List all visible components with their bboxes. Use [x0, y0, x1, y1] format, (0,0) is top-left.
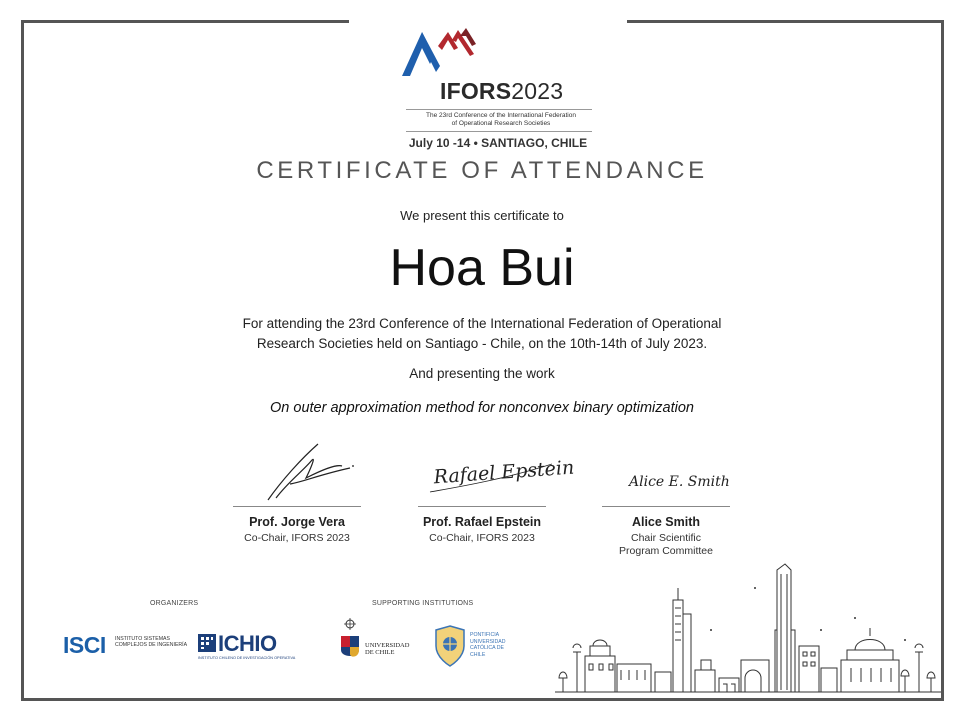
signatory-name: Alice Smith — [631, 515, 701, 529]
frame-top-left — [21, 20, 349, 23]
signature-line — [233, 506, 361, 507]
presenting-line: And presenting the work — [409, 366, 555, 381]
present-line: We present this certificate to — [400, 208, 564, 223]
work-title: On outer approximation method for nonconvex binary optimization — [270, 400, 694, 416]
frame-right — [941, 20, 944, 700]
certificate-title: CERTIFICATE OF ATTENDANCE — [256, 157, 708, 184]
signature-block-vera — [207, 440, 387, 545]
frame-bottom — [21, 698, 944, 701]
frame-left — [21, 20, 24, 700]
logo-rule-bottom — [406, 131, 592, 132]
ifors-logo — [400, 26, 596, 150]
signature-epstein — [412, 440, 575, 506]
svg-text:Alice E. Smith: Alice E. Smith — [629, 474, 730, 490]
organizers-label: ORGANIZERS — [150, 600, 199, 607]
puc-shield-icon — [433, 624, 467, 668]
logo-rule-top — [406, 109, 592, 110]
logo-wordmark: IFORS2023 — [440, 78, 564, 104]
supporting-label: SUPPORTING INSTITUTIONS — [372, 600, 474, 607]
frame-top-right — [627, 20, 944, 23]
santiago-skyline-illustration — [555, 560, 941, 696]
signature-smith — [601, 440, 731, 506]
signatory-role: Co-Chair, IFORS 2023 — [244, 532, 350, 544]
signatory-name: Prof. Rafael Epstein — [422, 515, 542, 529]
signatory-role: Co-Chair, IFORS 2023 — [429, 532, 535, 544]
signature-line — [418, 506, 546, 507]
uchile-logo: UNIVERSIDAD DE CHILE — [337, 618, 365, 669]
logo-date-place: July 10 -14 • SANTIAGO, CHILE — [408, 136, 588, 150]
signatory-name: Prof. Jorge Vera — [249, 515, 345, 529]
recipient-name: Hoa Bui — [389, 239, 575, 297]
puc-logo: PONTIFICIA UNIVERSIDAD CATÓLICA DE CHILE — [433, 624, 467, 673]
mountains-icon — [400, 26, 596, 86]
ichio-grid-icon — [198, 634, 216, 652]
signature-block-smith — [576, 440, 756, 558]
signature-vera — [232, 440, 362, 506]
ichio-logo: ICHIO INSTITUTO CHILENO DE INVESTIGACIÓN OPERATIVA — [198, 631, 296, 660]
attending-text: For attending the 23rd Conference of the International Federation of Operational Research Societies held on Santiago - Chile, on the 10th-14th of July 2023. — [242, 316, 722, 351]
uchile-crest-icon — [337, 618, 365, 664]
signature-line — [602, 506, 730, 507]
signatory-role: Chair Scientific Program Committee — [619, 532, 713, 557]
signature-block-epstein — [392, 440, 575, 545]
svg-text:Rafael Epstein: Rafael Epstein — [432, 456, 575, 489]
logo-subtitle: The 23rd Conference of the International Federation of Operational Research Societies — [426, 112, 576, 127]
isci-logo: ISCI INSTITUTO SISTEMAS COMPLEJOS DE INGENIERÍA — [63, 632, 188, 658]
